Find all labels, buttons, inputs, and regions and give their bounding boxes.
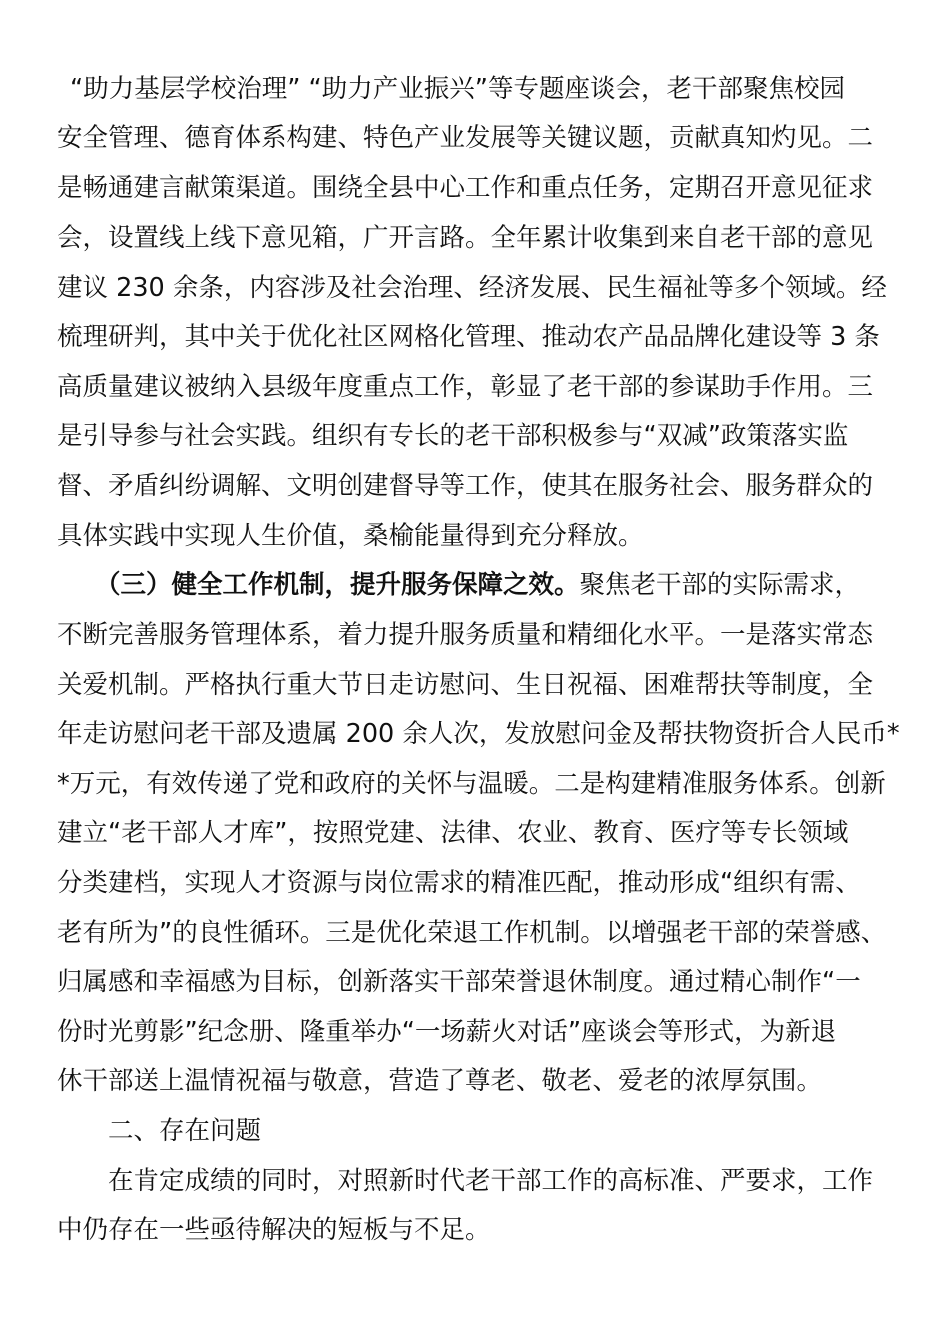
paragraph-line: 建议 230 余条，内容涉及社会治理、经济发展、民生福祉等多个领域。经 <box>57 273 887 303</box>
paragraph-line: 在肯定成绩的同时，对照新时代老干部工作的高标准、严要求，工作 <box>108 1166 874 1196</box>
paragraph-line: 是引导参与社会实践。组织有专长的老干部积极参与“双减”政策落实监 <box>57 421 849 451</box>
paragraph-line: 年走访慰问老干部及遗属 200 余人次，发放慰问金及帮扶物资折合人民币* <box>57 719 900 749</box>
section-heading-line <box>95 560 935 610</box>
paragraph-line: 休干部送上温情祝福与敬意，营造了尊老、敬老、爱老的浓厚氛围。 <box>57 1066 823 1096</box>
paragraph-line: 督、矛盾纠纷调解、文明创建督导等工作，使其在服务社会、服务群众的 <box>57 471 874 501</box>
paragraph-line: *万元，有效传递了党和政府的关怀与温暖。二是构建精准服务体系。创新 <box>57 769 886 799</box>
section-heading-bold: （三）健全工作机制，提升服务保障之效。 <box>95 570 580 600</box>
paragraph-line: 安全管理、德育体系构建、特色产业发展等关键议题，贡献真知灼见。二 <box>57 123 874 153</box>
paragraph-line: 归属感和幸福感为目标，创新落实干部荣誉退休制度。通过精心制作“一 <box>57 967 861 997</box>
paragraph-line: 是畅通建言献策渠道。围绕全县中心工作和重点任务，定期召开意见征求 <box>57 173 874 203</box>
paragraph-line: 不断完善服务管理体系，着力提升服务质量和精细化水平。一是落实常态 <box>57 620 874 650</box>
paragraph-line: 份时光剪影”纪念册、隆重举办“一场薪火对话”座谈会等形式，为新退 <box>57 1017 837 1047</box>
section-heading-rest: 聚焦老干部的实际需求， <box>579 570 861 600</box>
section-title: 二、存在问题 <box>108 1116 262 1146</box>
paragraph-line: 中仍存在一些亟待解决的短板与不足。 <box>57 1215 491 1245</box>
paragraph-line: 高质量建议被纳入县级年度重点工作，彰显了老干部的参谋助手作用。三 <box>57 372 874 402</box>
paragraph-line: “助力基层学校治理” “助力产业振兴”等专题座谈会，老干部聚焦校园 <box>70 74 845 104</box>
paragraph-line: 梳理研判，其中关于优化社区网格化管理、推动农产品品牌化建设等 3 条 <box>57 322 880 352</box>
paragraph-line: 建立“老干部人才库”，按照党建、法律、农业、教育、医疗等专长领域 <box>57 818 849 848</box>
paragraph-line: 老有所为”的良性循环。三是优化荣退工作机制。以增强老干部的荣誉感、 <box>57 918 887 948</box>
paragraph-line: 会，设置线上线下意见箱，广开言路。全年累计收集到来自老干部的意见 <box>57 223 874 253</box>
paragraph-line: 关爱机制。严格执行重大节日走访慰问、生日祝福、困难帮扶等制度，全 <box>57 670 874 700</box>
paragraph-line: 具体实践中实现人生价值，桑榆能量得到充分释放。 <box>57 521 644 551</box>
paragraph-line: 分类建档，实现人才资源与岗位需求的精准匹配，推动形成“组织有需、 <box>57 868 861 898</box>
